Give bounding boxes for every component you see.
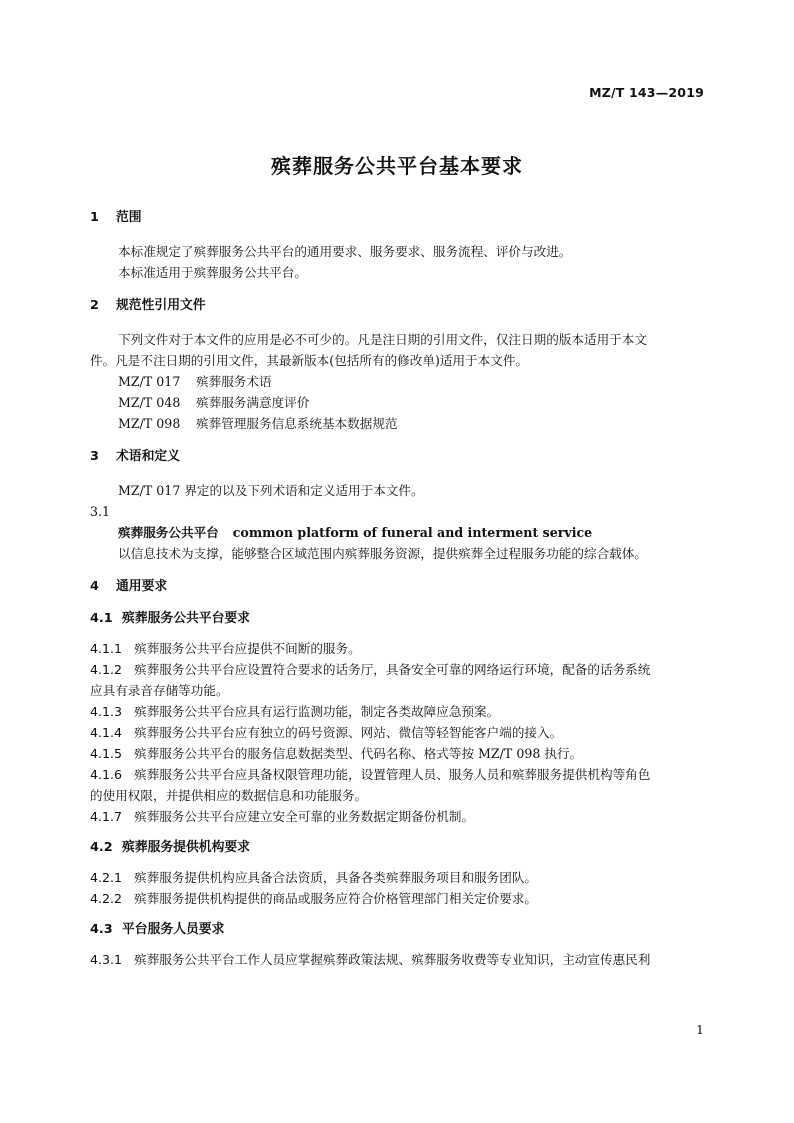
page-number: 1 (696, 1022, 704, 1037)
clause (90, 722, 706, 743)
paragraph: MZ/T 017 界定的以及下列术语和定义适用于本文件。 (118, 483, 424, 498)
clause (90, 659, 706, 680)
clause-text: 殡葬服务公共平台工作人员应掌握殡葬政策法规、殡葬服务收费等专业知识，主动宣传惠民利 (134, 952, 651, 967)
clause-number: 4.1.6 (90, 767, 123, 782)
term-english: common platform of funeral and interment service (232, 525, 593, 540)
subsection-title: 殡葬服务公共平台要求 (122, 611, 250, 626)
normative-reference (90, 413, 706, 434)
clause-text: 殡葬服务公共平台应提供不间断的服务。 (134, 641, 361, 656)
reference-code: MZ/T 098 (118, 416, 181, 431)
reference-code: MZ/T 017 (118, 374, 181, 389)
reference-title: 殡葬管理服务信息系统基本数据规范 (196, 416, 398, 431)
clause (90, 949, 706, 970)
reference-code: MZ/T 048 (118, 395, 181, 410)
normative-reference (90, 371, 706, 392)
section-title: 通用要求 (116, 579, 168, 594)
clause (90, 806, 706, 827)
clause-text: 殡葬服务公共平台应有独立的码号资源、网站、微信等轻智能客户端的接入。 (134, 725, 563, 740)
term-chinese: 殡葬服务公共平台 (118, 525, 219, 540)
subsection-heading-4-1 (90, 608, 706, 630)
subsection-title: 平台服务人员要求 (122, 922, 225, 937)
clause-text: 殡葬服务提供机构应具备合法资质，具备各类殡葬服务项目和服务团队。 (134, 870, 537, 885)
section-number: 3 (90, 449, 99, 464)
clause-continuation: 的使用权限，并提供相应的数据信息和功能服务。 (90, 788, 368, 803)
clause-number: 4.2.2 (90, 891, 123, 906)
subsection-heading-4-3 (90, 919, 706, 941)
clause (90, 638, 706, 659)
section-title: 规范性引用文件 (116, 298, 206, 313)
subsection-number: 4.1 (90, 611, 113, 626)
clause-text: 殡葬服务公共平台应具有运行监测功能，制定各类故障应急预案。 (134, 704, 500, 719)
section-title: 术语和定义 (116, 449, 180, 464)
clause-text: 殡葬服务公共平台应设置符合要求的话务厅，具备安全可靠的网络运行环境，配备的话务系统 (134, 662, 651, 677)
section-heading-4 (90, 576, 706, 598)
section-number: 2 (90, 298, 99, 313)
term-number: 3.1 (90, 504, 111, 519)
term-definition: 以信息技术为支撑，能够整合区域范围内殡葬服务资源，提供殡葬全过程服务功能的综合载体。 (118, 546, 647, 561)
normative-reference (90, 392, 706, 413)
subsection-number: 4.3 (90, 922, 113, 937)
paragraph: 下列文件对于本文件的应用是必不可少的。凡是注日期的引用文件，仅注日期的版本适用于本文 (118, 332, 647, 347)
term-entry (90, 522, 706, 543)
page-title: 殡葬服务公共平台基本要求 (271, 154, 523, 178)
section-number: 4 (90, 579, 99, 594)
clause-number: 4.1.3 (90, 704, 123, 719)
section-number: 1 (90, 210, 99, 225)
document-body (90, 207, 706, 970)
reference-title: 殡葬服务满意度评价 (196, 395, 310, 410)
clause (90, 764, 706, 785)
clause-continuation: 应具有录音存储等功能。 (90, 683, 229, 698)
section-heading-1 (90, 207, 706, 229)
subsection-heading-4-2 (90, 837, 706, 859)
clause-number: 4.2.1 (90, 870, 123, 885)
clause-number: 4.1.5 (90, 746, 123, 761)
clause (90, 743, 706, 764)
clause-number: 4.1.4 (90, 725, 123, 740)
subsection-number: 4.2 (90, 840, 113, 855)
section-heading-2 (90, 295, 706, 317)
clause (90, 888, 706, 909)
clause-number: 4.3.1 (90, 952, 123, 967)
clause-text: 殡葬服务提供机构提供的商品或服务应符合价格管理部门相关定价要求。 (134, 891, 537, 906)
clause-text: 殡葬服务公共平台应建立安全可靠的业务数据定期备份机制。 (134, 809, 475, 824)
section-title: 范围 (116, 210, 142, 225)
section-heading-3 (90, 446, 706, 468)
clause-number: 4.1.1 (90, 641, 123, 656)
paragraph: 本标准适用于殡葬服务公共平台。 (118, 265, 307, 280)
clause (90, 867, 706, 888)
clause-text: 殡葬服务公共平台的服务信息数据类型、代码名称、格式等按 MZ/T 098 执行。 (134, 746, 583, 761)
paragraph: 本标准规定了殡葬服务公共平台的通用要求、服务要求、服务流程、评价与改进。 (118, 244, 572, 259)
standard-code: MZ/T 143—2019 (589, 85, 704, 100)
subsection-title: 殡葬服务提供机构要求 (122, 840, 250, 855)
clause-number: 4.1.2 (90, 662, 123, 677)
reference-title: 殡葬服务术语 (196, 374, 272, 389)
paragraph-continuation: 件。凡是不注日期的引用文件，其最新版本(包括所有的修改单)适用于本文件。 (90, 353, 529, 368)
clause-number: 4.1.7 (90, 809, 123, 824)
clause (90, 701, 706, 722)
clause-text: 殡葬服务公共平台应具备权限管理功能，设置管理人员、服务人员和殡葬服务提供机构等角色 (134, 767, 651, 782)
